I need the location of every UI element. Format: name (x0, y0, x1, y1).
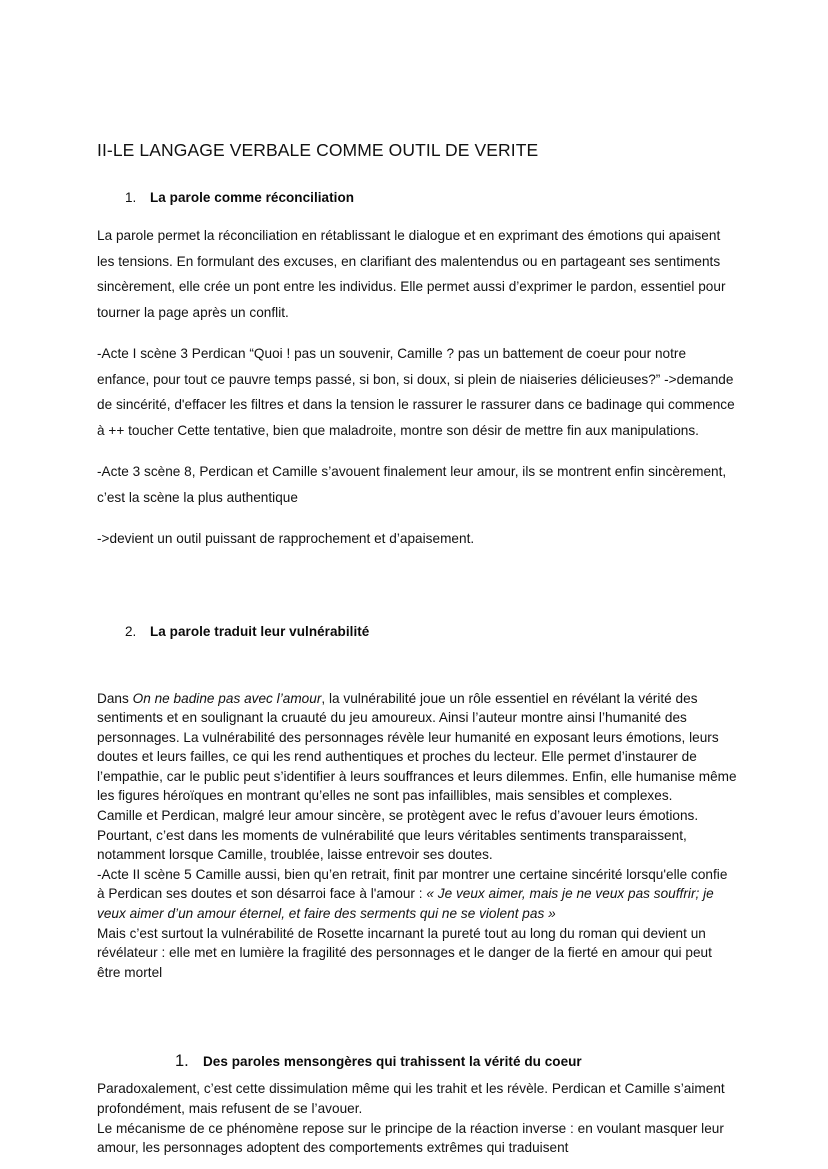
paragraph-3-1: Paradoxalement, c’est cette dissimulation même qui les trahit et les révèle. Perdican et Camille s’aiment profondément, mais refusent de se l’avouer. (97, 1081, 725, 1116)
paragraph-1-2: -Acte I scène 3 Perdican “Quoi ! pas un souvenir, Camille ? pas un battement de coeur pour notre enfance, pour tout ce pauvre temps passé, si bon, si doux, si plein de niaiseries délicieuses?” ->demande de sincérité, d'effacer les filtres et dans la tension le rassurer le rassurer dans ce badinage qui commence à ++ toucher Cette tentative, bien que maladroite, montre son désir de mettre fin aux manipulations. (97, 346, 735, 438)
document-content (97, 138, 737, 1158)
section-spacer-2 (97, 982, 737, 1026)
section-title-2: La parole traduit leur vulnérabilité (150, 623, 370, 639)
section-heading-2 (97, 622, 737, 641)
page-title: II-LE LANGAGE VERBALE COMME OUTIL DE VERITE (97, 140, 539, 160)
section-number-2: 2. (125, 623, 137, 639)
section-number-3: 1. (175, 1052, 189, 1071)
after-heading-spacer (97, 641, 737, 671)
lead-text-after-title: , la vulnérabilité joue un rôle essentiel en révélant la vérité des sentiments et en soulignant la cruauté du jeu amoureux. Ainsi l’auteur montre ainsi l’humanité des personnages. La vulnérabilité des personnages révèle leur humanité en exposant leurs émotions, leurs doutes et leurs failles, ce qui les rend authentiques et proches du lecteur. Elle permet d’instaurer de l’empathie, car le public peut s’identifier à leurs souffrances et leurs dilemmes. Enfin, elle humanise même les figures héroïques en montrant qu’elles ne sont pas infaillibles, mais sensibles et complexes. (97, 690, 737, 804)
quote-intro-text: -Acte II scène 5 Camille aussi, bien qu’en retrait, finit par montrer une certaine sincérité lorsqu'elle confie à Perdican ses doutes et son désarroi face à l'amour : (97, 866, 728, 902)
paragraph-2-3 (97, 865, 737, 924)
paragraph-3-2: Le mécanisme de ce phénomène repose sur le principe de la réaction inverse : en voulant masquer leur amour, les personnages adoptent des comportements extrêmes qui traduisent (97, 1120, 724, 1156)
section-2-body (97, 689, 737, 983)
paragraph-1-4: ->devient un outil puissant de rapprochement et d’apaisement. (97, 531, 475, 546)
section-3-body (97, 1079, 737, 1157)
paragraph-2-2: Camille et Perdican, malgré leur amour sincère, se protègent avec le refus d’avouer leurs émotions. Pourtant, c’est dans les moments de vulnérabilité que leurs véritables sentiments transparaissent, notamment lorsque Camille, troublée, laisse entrevoir ses doutes. (97, 808, 699, 863)
paragraph-2-1 (97, 689, 737, 807)
work-title-italic: On ne badine pas avec l’amour (132, 690, 322, 706)
paragraph-1-1: La parole permet la réconciliation en rétablissant le dialogue et en exprimant des émotions qui apaisent les tensions. En formulant des excuses, en clarifiant des malentendus ou en partageant ses sentiments sincèrement, elle crée un pont entre les individus. Elle permet aussi d’exprimer le pardon, essentiel pour tourner la page après un conflit. (97, 228, 726, 320)
camille-quote-italic: « Je veux aimer, mais je ne veux pas souffrir; je veux aimer d’un amour éternel, et faire des serments qui ne se violent pas » (97, 886, 714, 922)
section-number-1: 1. (125, 190, 137, 205)
section-title-1: La parole comme réconciliation (150, 190, 355, 205)
section-spacer (97, 552, 737, 596)
section-title-3: Des paroles mensongères qui trahissent la vérité du coeur (203, 1054, 582, 1070)
paragraph-1-3: -Acte 3 scène 8, Perdican et Camille s’avouent finalement leur amour, ils se montrent enfin sincèrement, c’est la scène la plus authentique (97, 464, 727, 505)
paragraph-2-4: Mais c’est surtout la vulnérabilité de Rosette incarnant la pureté tout au long du roman qui devient un révélateur : elle met en lumière la fragilité des personnages et le danger de la fierté en amour qui peut être mortel (97, 925, 712, 980)
lead-text-before-title: Dans (97, 690, 133, 706)
section-heading-1 (97, 188, 737, 207)
section-heading-3 (97, 1052, 737, 1071)
